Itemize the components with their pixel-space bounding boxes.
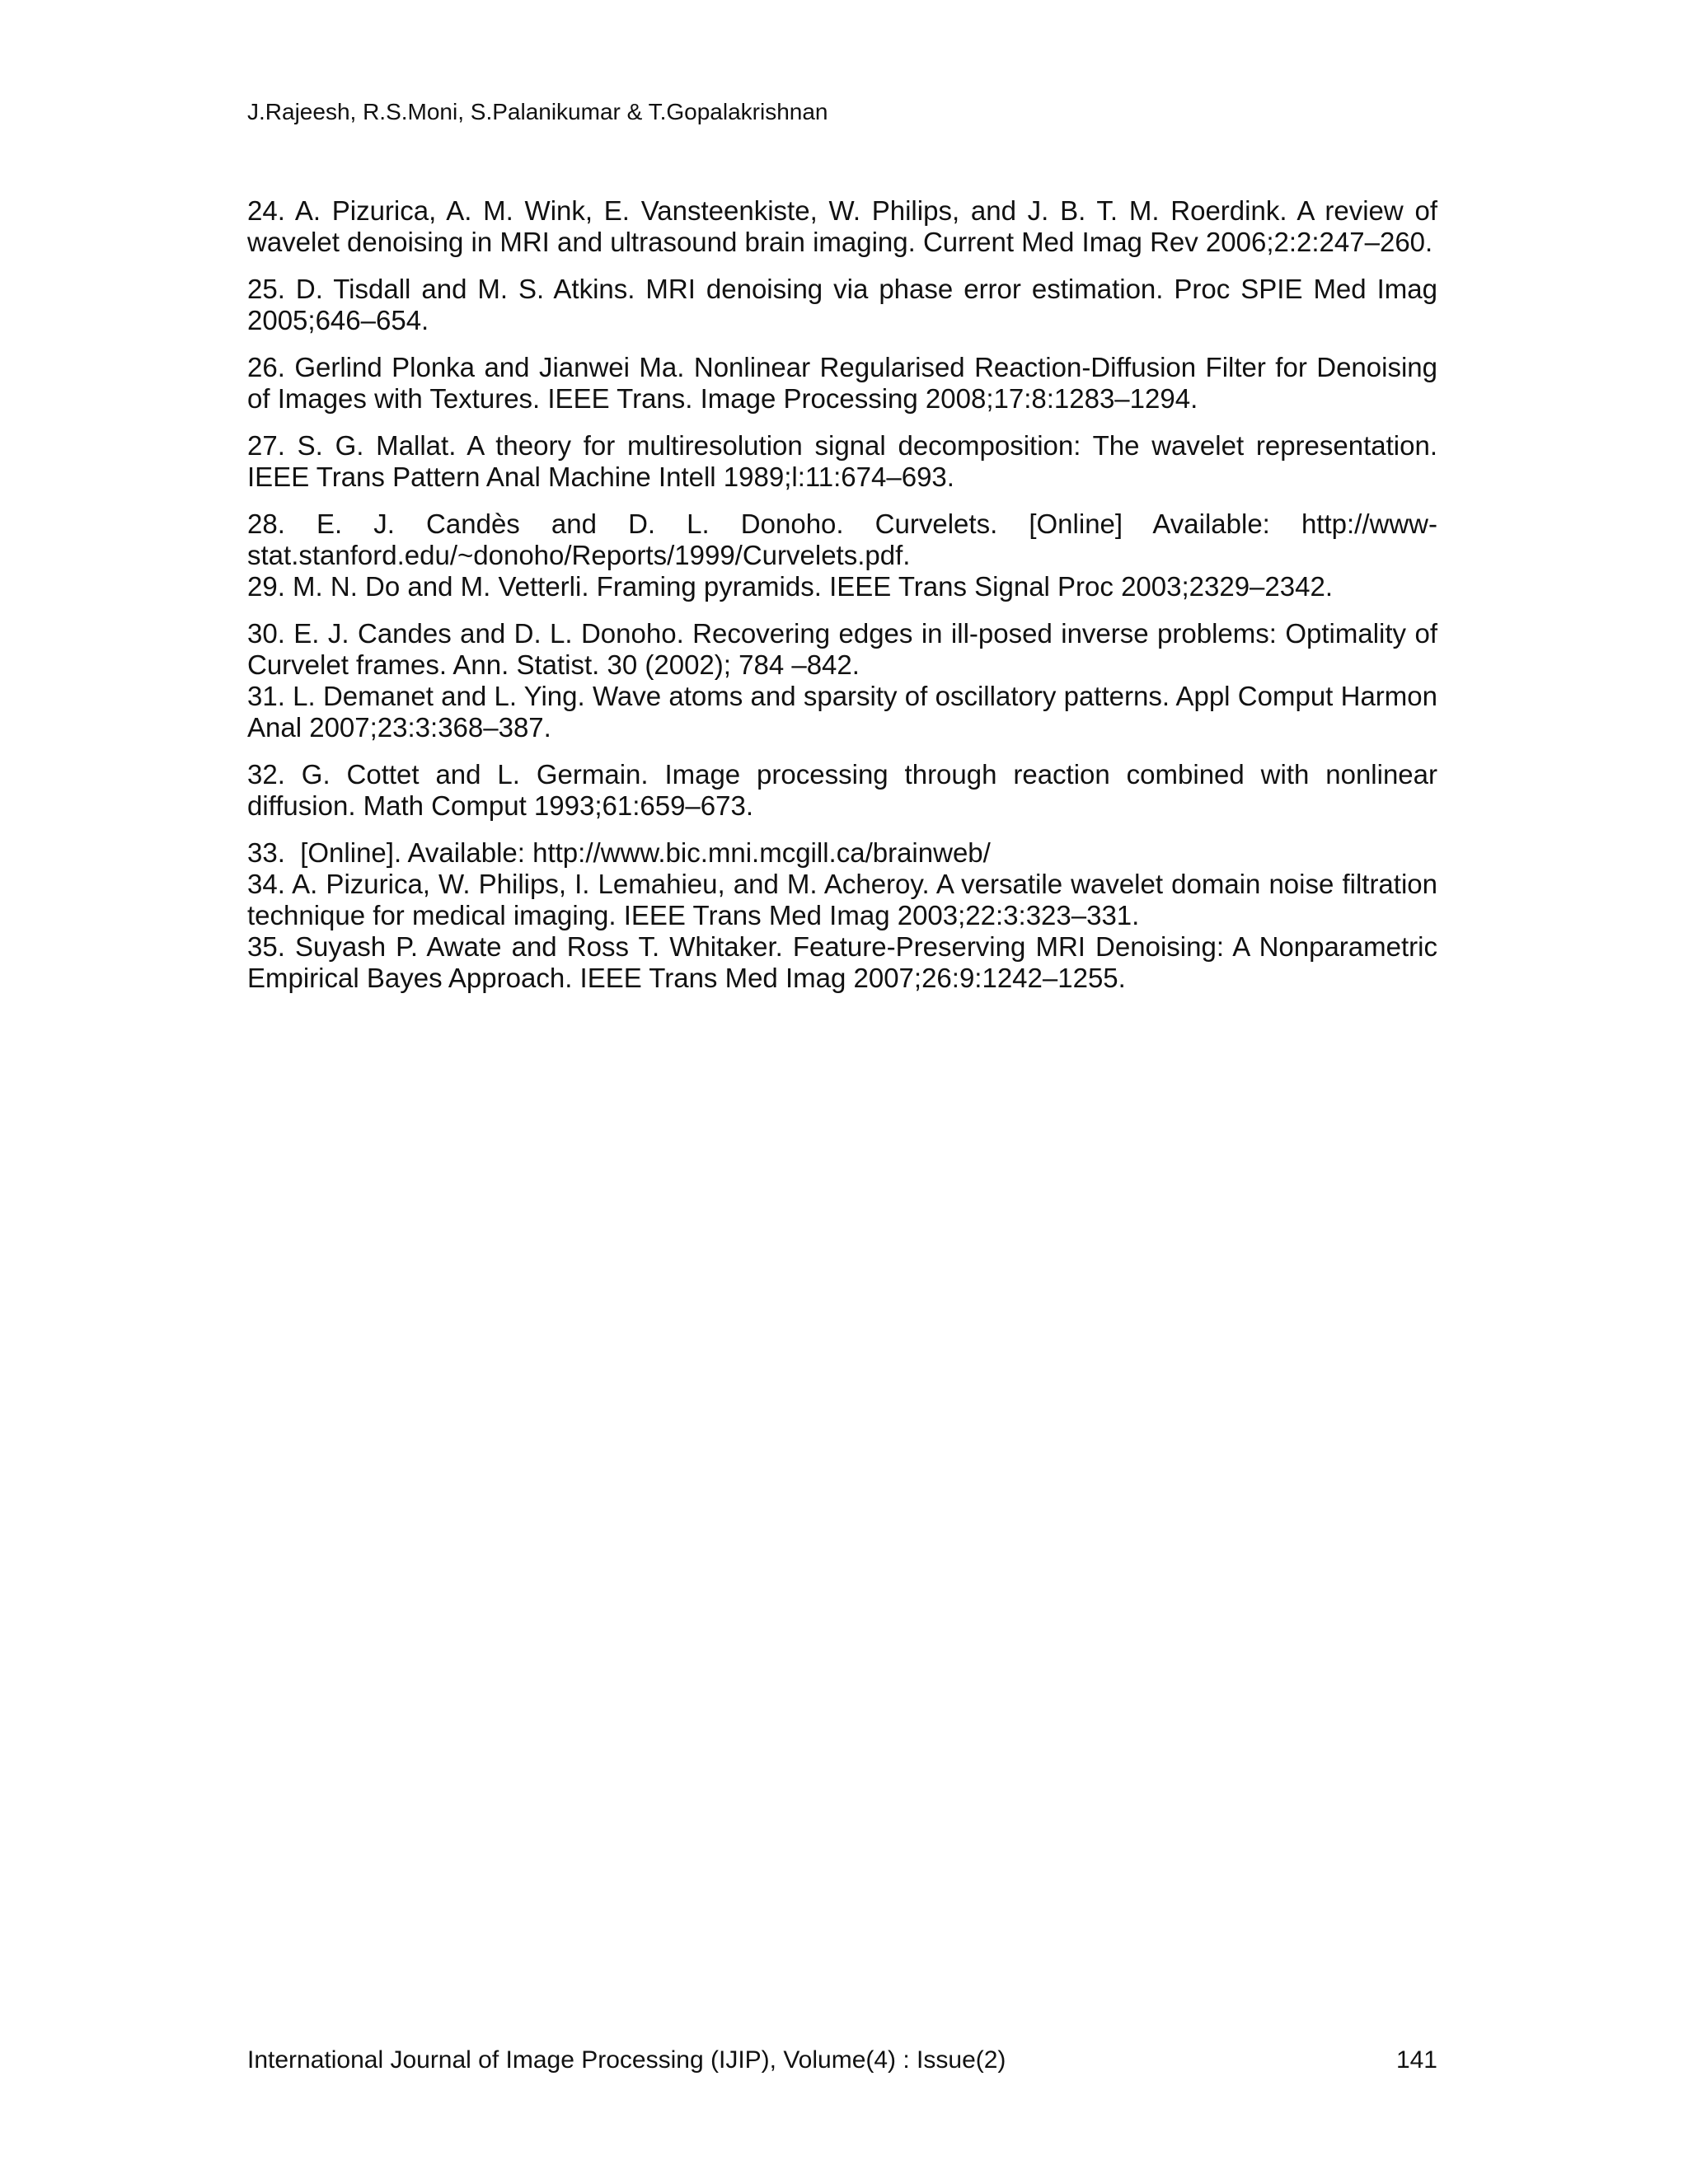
reference-25 bbox=[247, 274, 1437, 336]
reference-text: S. G. Mallat. A theory for multiresolution signal decomposition: The wavelet representation. IEEE Trans Pattern Anal Machine Intell 1989;l:11:674–693. bbox=[247, 430, 1438, 492]
page-footer bbox=[247, 2045, 1437, 2076]
reference-text: Gerlind Plonka and Jianwei Ma. Nonlinear Regularised Reaction-Diffusion Filter for Denoising of Images with Textures. IEEE Trans. Image Processing 2008;17:8:1283–1294. bbox=[247, 352, 1437, 414]
reference-33 bbox=[247, 837, 1437, 869]
reference-text: A. Pizurica, W. Philips, I. Lemahieu, and M. Acheroy. A versatile wavelet domain noise filtration technique for medical imaging. IEEE Trans Med Imag 2003;22:3:323–331. bbox=[247, 869, 1437, 930]
reference-text: E. J. Candes and D. L. Donoho. Recovering edges in ill-posed inverse problems: Optimality of Curvelet frames. Ann. Statist. 30 (2002); 784 –842. bbox=[247, 618, 1437, 680]
reference-number: 26. bbox=[247, 352, 285, 382]
reference-28 bbox=[247, 509, 1437, 571]
reference-number: 28. bbox=[247, 509, 285, 539]
reference-number: 33. bbox=[247, 837, 293, 868]
reference-29 bbox=[247, 571, 1437, 602]
reference-number: 32. bbox=[247, 759, 285, 790]
reference-35 bbox=[247, 931, 1437, 994]
reference-list bbox=[247, 195, 1437, 994]
journal-name: International Journal of Image Processing (IJIP), Volume(4) : Issue(2) bbox=[247, 2046, 1006, 2074]
reference-number: 25. bbox=[247, 274, 285, 304]
reference-text: D. Tisdall and M. S. Atkins. MRI denoising via phase error estimation. Proc SPIE Med Imag 2005;646–654. bbox=[247, 274, 1437, 335]
reference-text: [Online]. Available: http://www.bic.mni.mcgill.ca/brainweb/ bbox=[300, 837, 991, 868]
reference-30 bbox=[247, 618, 1437, 681]
page-number: 141 bbox=[1395, 2046, 1437, 2074]
reference-number: 24. bbox=[247, 195, 285, 226]
reference-27 bbox=[247, 430, 1437, 493]
reference-32 bbox=[247, 759, 1437, 822]
reference-text: A. Pizurica, A. M. Wink, E. Vansteenkiste, W. Philips, and J. B. T. M. Roerdink. A review of wavelet denoising in MRI and ultrasound brain imaging. Current Med Imag Rev 2006;2:2:247–260. bbox=[247, 195, 1437, 257]
reference-34 bbox=[247, 869, 1437, 931]
reference-text: G. Cottet and L. Germain. Image processing through reaction combined with nonlinear diffusion. Math Comput 1993;61:659–673. bbox=[247, 759, 1438, 821]
reference-31 bbox=[247, 681, 1437, 743]
reference-text: L. Demanet and L. Ying. Wave atoms and sparsity of oscillatory patterns. Appl Comput Harmon Anal 2007;23:3:368–387. bbox=[247, 681, 1437, 743]
reference-number: 34. bbox=[247, 869, 285, 899]
reference-number: 35. bbox=[247, 931, 285, 962]
reference-text: M. N. Do and M. Vetterli. Framing pyramids. IEEE Trans Signal Proc 2003;2329–2342. bbox=[293, 571, 1333, 602]
reference-26 bbox=[247, 352, 1437, 415]
reference-text: E. J. Candès and D. L. Donoho. Curvelets. [Online] Available: http://www-stat.stanford.edu/~donoho/Reports/1999/Curvelets.pdf. bbox=[247, 509, 1437, 570]
reference-number: 29. bbox=[247, 571, 285, 602]
reference-text: Suyash P. Awate and Ross T. Whitaker. Feature-Preserving MRI Denoising: A Nonparametric Empirical Bayes Approach. IEEE Trans Med Imag 2007;26:9:1242–1255. bbox=[247, 931, 1437, 993]
running-head: J.Rajeesh, R.S.Moni, S.Palanikumar & T.Gopalakrishnan bbox=[247, 99, 828, 124]
reference-24 bbox=[247, 195, 1437, 258]
reference-number: 27. bbox=[247, 430, 285, 461]
reference-number: 31. bbox=[247, 681, 285, 711]
reference-number: 30. bbox=[247, 618, 285, 649]
